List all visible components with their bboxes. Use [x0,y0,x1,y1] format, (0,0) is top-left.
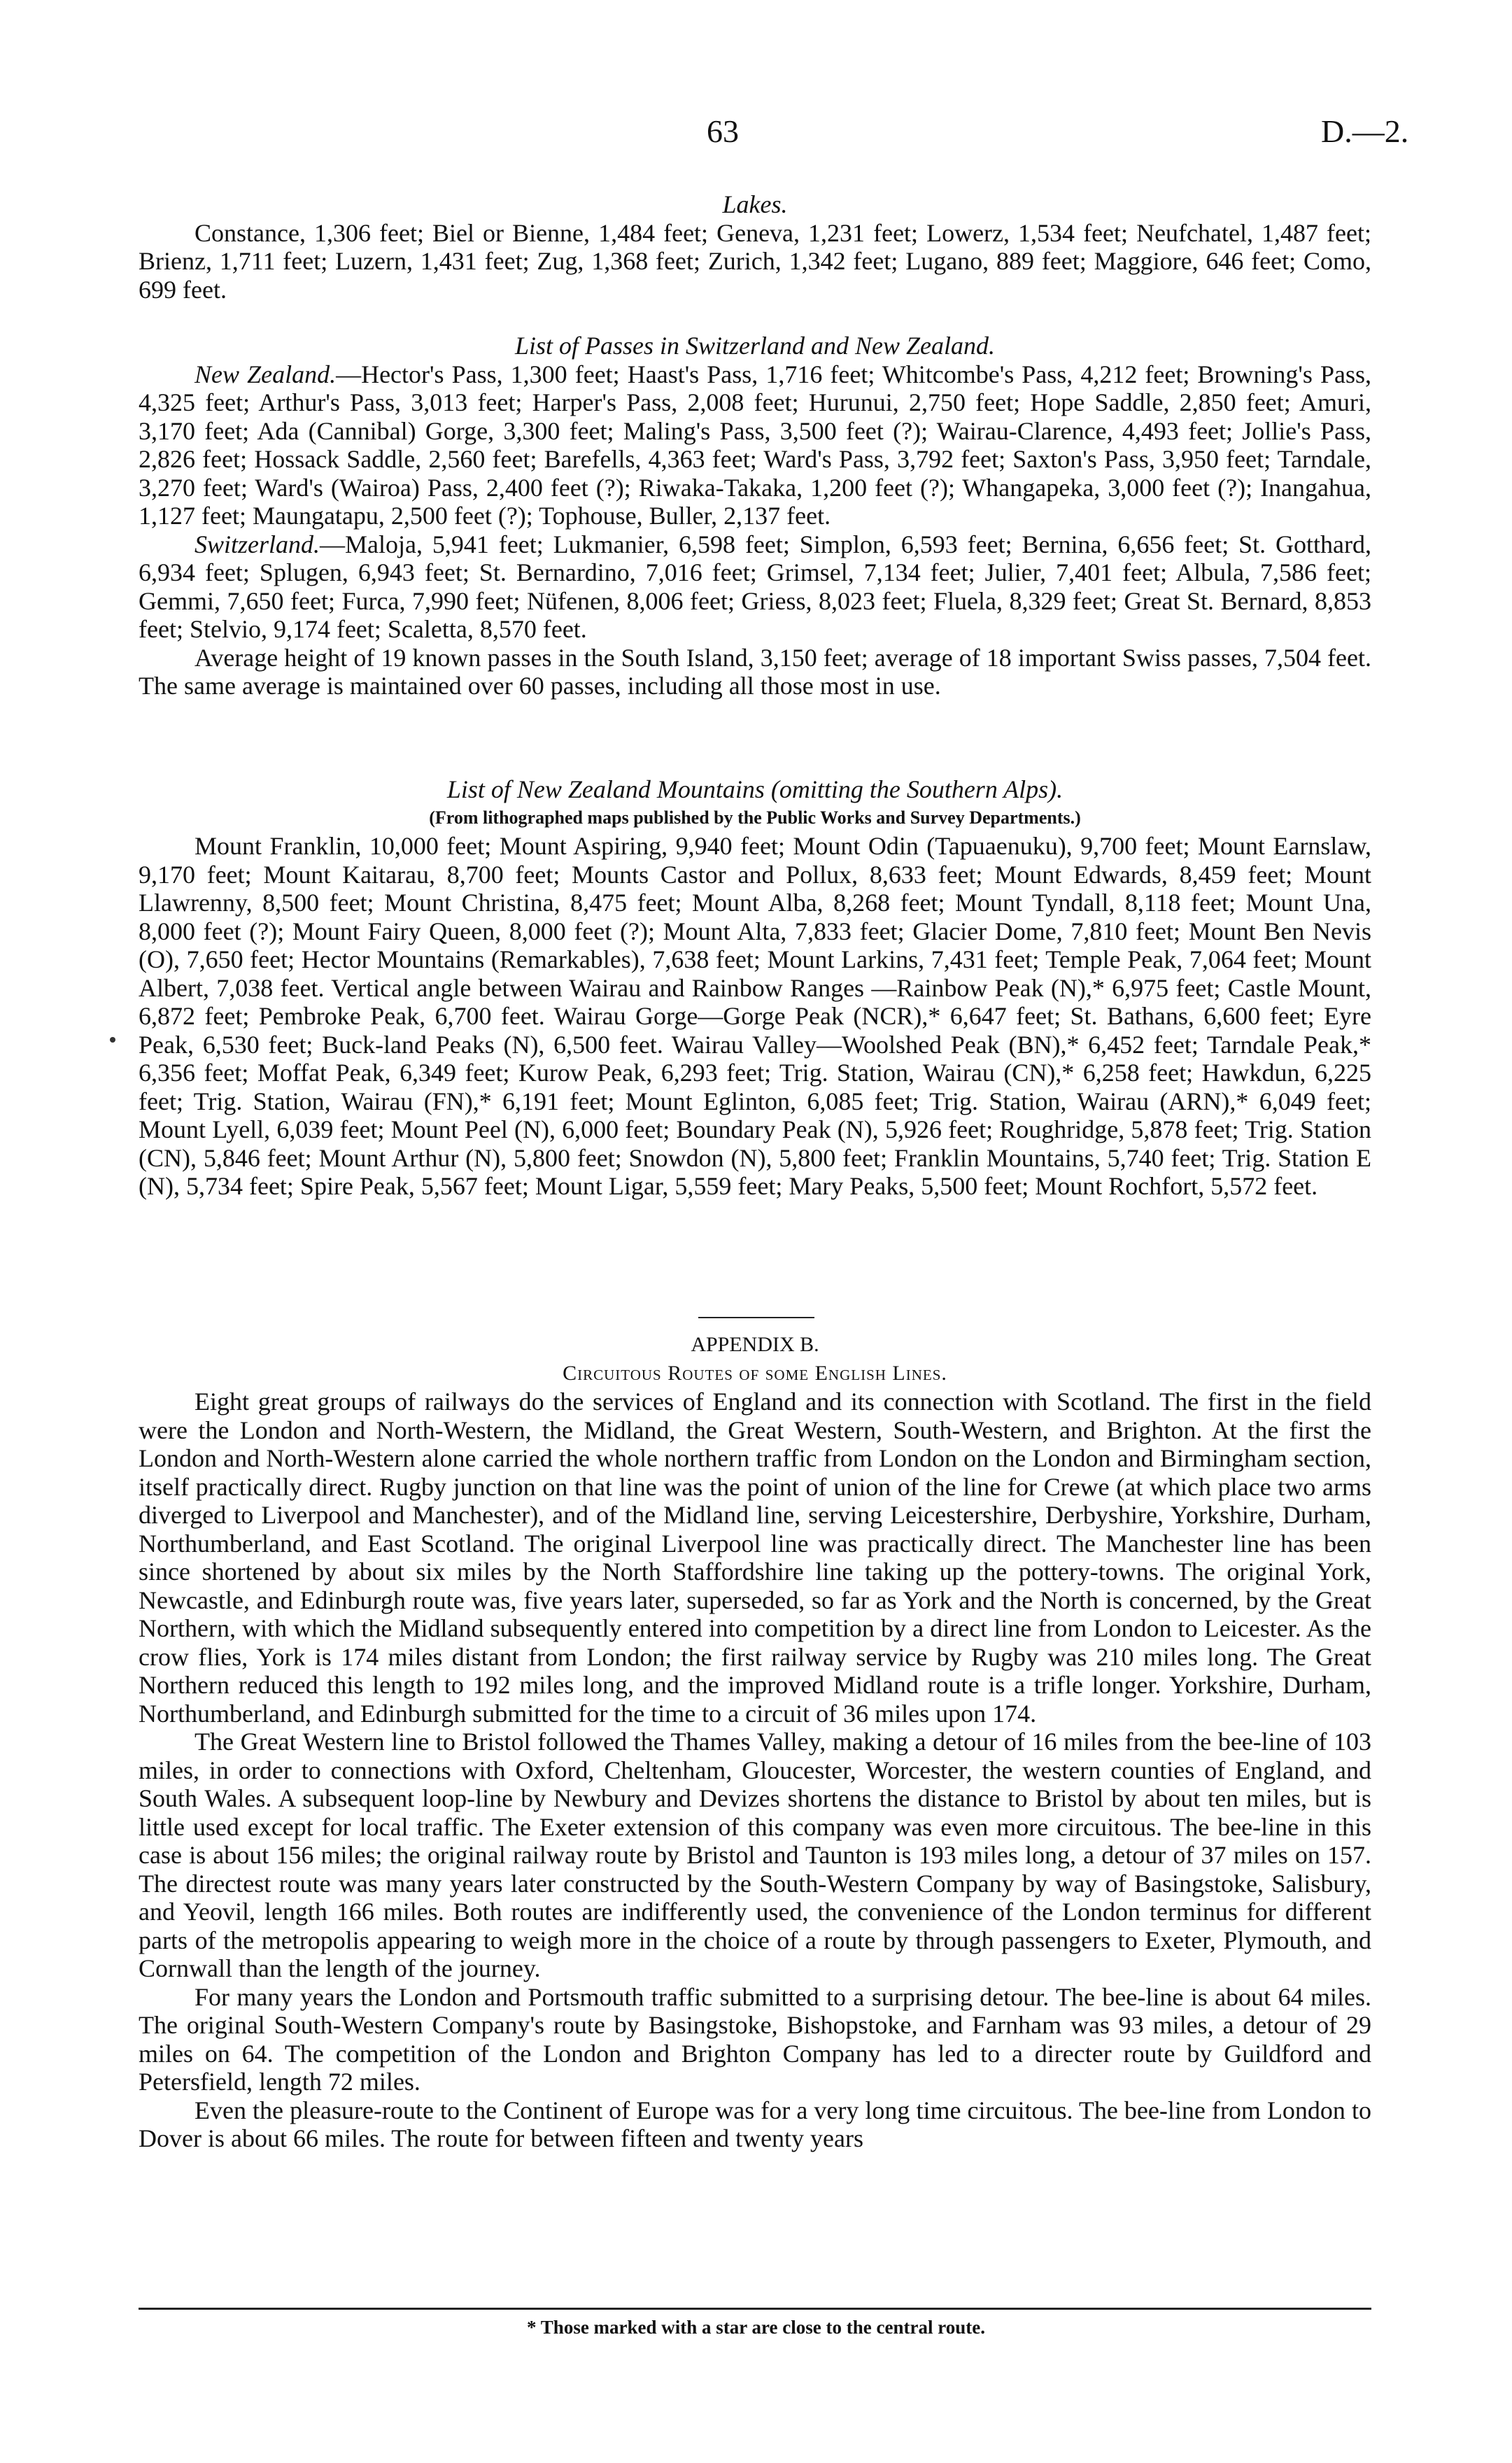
mountains-text: Mount Franklin, 10,000 feet; Mount Aspiring, 9,940 feet; Mount Odin (Tapuaenuku), 9,700 feet; Mount Earnslaw, 9,170 feet; Mount Kaitarau, 8,700 feet; Mounts Castor and Pollux, 8,633 feet; Mount Edwards, 8,459 feet; Mount Llawrenny, 8,500 feet; Mount Christina, 8,475 feet; Mount Alba, 8,268 feet; Mount Tyndall, 8,118 feet; Mount Una, 8,000 feet (?); Mount Fairy Queen, 8,000 feet (?); Mount Alta, 7,833 feet; Glacier Dome, 7,810 feet; Mount Ben Nevis (O), 7,650 feet; Hector Mountains (Remarkables), 7,638 feet; Mount Larkins, 7,431 feet; Temple Peak, 7,064 feet; Mount Albert, 7,038 feet. Vertical angle between Wairau and Rainbow Ranges —Rainbow Peak (N),* 6,975 feet; Castle Mount, 6,872 feet; Pembroke Peak, 6,700 feet. Wairau Gorge—Gorge Peak (NCR),* 6,647 feet; St. Bathans, 6,600 feet; Eyre Peak, 6,530 feet; Buck-land Peaks (N), 6,500 feet. Wairau Valley—Woolshed Peak (BN),* 6,452 feet; Tarndale Peak,* 6,356 feet; Moffat Peak, 6,349 feet; Kurow Peak, 6,293 feet; Trig. Station, Wairau (CN),* 6,258 feet; Hawkdun, 6,225 feet; Trig. Station, Wairau (FN),* 6,191 feet; Mount Eglinton, 6,085 feet; Trig. Station, Wairau (ARN),* 6,049 feet; Mount Lyell, 6,039 feet; Mount Peel (N), 6,000 feet; Boundary Peak (N), 5,926 feet; Roughridge, 5,878 feet; Trig. Station (CN), 5,846 feet; Mount Arthur (N), 5,800 feet; Snowdon (N), 5,800 feet; Franklin Mountains, 5,740 feet; Trig. Station E (N), 5,734 feet; Spire Peak, 5,567 feet; Mount Ligar, 5,559 feet; Mary Peaks, 5,500 feet; Mount Rochfort, 5,572 feet. [139,832,1371,1200]
mountains-section [139,775,1371,1201]
passes-nz-label: New Zealand. [195,360,337,388]
document-reference: D.—2. [1321,113,1409,149]
margin-dot [110,1037,115,1043]
appendix-paragraph-2: The Great Western line to Bristol followed the Thames Valley, making a detour of 16 miles from the bee-line of 103 miles, in order to connections with Oxford, Cheltenham, Gloucester, Worcester, the western counties of England, and South Wales. A subsequent loop-line by Newbury and Devizes shortens the distance to Bristol by about ten miles, but is little used except for local traffic. The Exeter extension of this company was even more circuitous. The bee-line in this case is about 156 miles; the original railway route by Bristol and Taunton is 193 miles long, a detour of 37 miles on 157. The directest route was many years later constructed by the South-Western Company by way of Basingstoke, Salisbury, and Yeovil, length 166 miles. Both routes are indifferently used, the convenience of the London terminus for different parts of the metropolis appearing to weigh more in the choice of a route by through passengers to Exeter, Plymouth, and Cornwall than the length of the journey. [139,1728,1371,1982]
footnote-rule [139,2308,1371,2310]
section-divider [698,1317,814,1318]
footnote: * Those marked with a star are close to the central route. [527,2317,985,2338]
lakes-section [139,190,1371,304]
appendix-section [139,1331,1371,2153]
passes-nz-text: —Hector's Pass, 1,300 feet; Haast's Pass, 1,716 feet; Whitcombe's Pass, 4,212 feet; Browning's Pass, 4,325 feet; Arthur's Pass, 3,013 feet; Harper's Pass, 2,008 feet; Hurunui, 2,750 feet; Hope Saddle, 2,850 feet; Amuri, 3,170 feet; Ada (Cannibal) Gorge, 3,300 feet; Maling's Pass, 3,500 feet (?); Wairau-Clarence, 4,493 feet; Jollie's Pass, 2,826 feet; Hossack Saddle, 2,560 feet; Barefells, 4,363 feet; Ward's Pass, 3,792 feet; Saxton's Pass, 3,950 feet; Tarndale, 3,270 feet; Ward's (Wairoa) Pass, 2,400 feet (?); Riwaka-Takaka, 1,200 feet (?); Whangapeka, 3,000 feet (?); Inangahua, 1,127 feet; Maungatapu, 2,500 feet (?); Tophouse, Buller, 2,137 feet. [139,360,1371,530]
passes-average: Average height of 19 known passes in the South Island, 3,150 feet; average of 18 important Swiss passes, 7,504 feet. The same average is maintained over 60 passes, including all those most in use. [139,643,1371,700]
appendix-paragraph-4: Even the pleasure-route to the Continent of Europe was for a very long time circuitous. The bee-line from London to Dover is about 66 miles. The route for between fifteen and twenty years [139,2096,1371,2152]
lakes-heading: Lakes. [722,190,788,218]
passes-switzerland [139,530,1371,644]
appendix-paragraph-3: For many years the London and Portsmouth traffic submitted to a surprising detour. The bee-line is about 64 miles. The original South-Western Company's route by Basingstoke, Bishopstoke, and Farnham was 93 miles, a detour of 29 miles on 64. The competition of the London and Brighton Company has led to a directer route by Guildford and Petersfield, length 72 miles. [139,1982,1371,2096]
passes-new-zealand [139,360,1371,530]
mountains-heading: List of New Zealand Mountains (omitting the Southern Alps). [446,775,1064,803]
appendix-paragraph-1: Eight great groups of railways do the services of England and its connection with Scotland. The first in the field were the London and North-Western, the Midland, the Great Western, South-Western, and Brighton. At the first the London and North-Western alone carried the whole northern traffic from London on the London and Birmingham section, itself practically direct. Rugby junction on that line was the point of union of the line for Crewe (at which place two arms diverged to Liverpool and Manchester), and of the Midland line, serving Leicestershire, Derbyshire, Yorkshire, Durham, Northumberland, and East Scotland. The original Liverpool line was practically direct. The Manchester line has been since shortened by about six miles by the North Staffordshire line taking up the pottery-towns. The original York, Newcastle, and Edinburgh route was, five years later, superseded, so far as York and the North is concerned, by the Great Northern, with which the Midland subsequently entered into competition by a direct line from London to Leicester. As the crow flies, York is 174 miles distant from London; the first railway service by Rugby was 210 miles long. The Great Northern reduced this length to 192 miles long, and the improved Midland route is a trifle longer. Yorkshire, Durham, Northumberland, and Edinburgh submitted for the time to a circuit of 36 miles upon 174. [139,1388,1371,1728]
page-header [0,113,1512,160]
mountains-source-note: (From lithographed maps published by the Public Works and Survey Departments.) [429,807,1081,828]
appendix-subtitle: Circuitous Routes of some English Lines. [563,1361,947,1385]
page-number: 63 [707,113,739,149]
lakes-text: Constance, 1,306 feet; Biel or Bienne, 1,484 feet; Geneva, 1,231 feet; Lowerz, 1,534 feet; Neufchatel, 1,487 feet; Brienz, 1,711 feet; Luzern, 1,431 feet; Zug, 1,368 feet; Zurich, 1,342 feet; Lugano, 889 feet; Maggiore, 646 feet; Como, 699 feet. [139,218,1371,304]
passes-heading: List of Passes in Switzerland and New Zealand. [514,332,996,360]
passes-ch-text: —Maloja, 5,941 feet; Lukmanier, 6,598 feet; Simplon, 6,593 feet; Bernina, 6,656 feet; St. Gotthard, 6,934 feet; Splugen, 6,943 feet; St. Bernardino, 7,016 feet; Grimsel, 7,134 feet; Julier, 7,401 feet; Albula, 7,586 feet; Gemmi, 7,650 feet; Furca, 7,990 feet; Nüfenen, 8,006 feet; Griess, 8,023 feet; Fluela, 8,329 feet; Great St. Bernard, 8,853 feet; Stelvio, 9,174 feet; Scaletta, 8,570 feet. [139,530,1371,643]
appendix-title: APPENDIX B. [691,1333,819,1356]
passes-section [139,332,1371,700]
passes-ch-label: Switzerland. [195,530,320,558]
